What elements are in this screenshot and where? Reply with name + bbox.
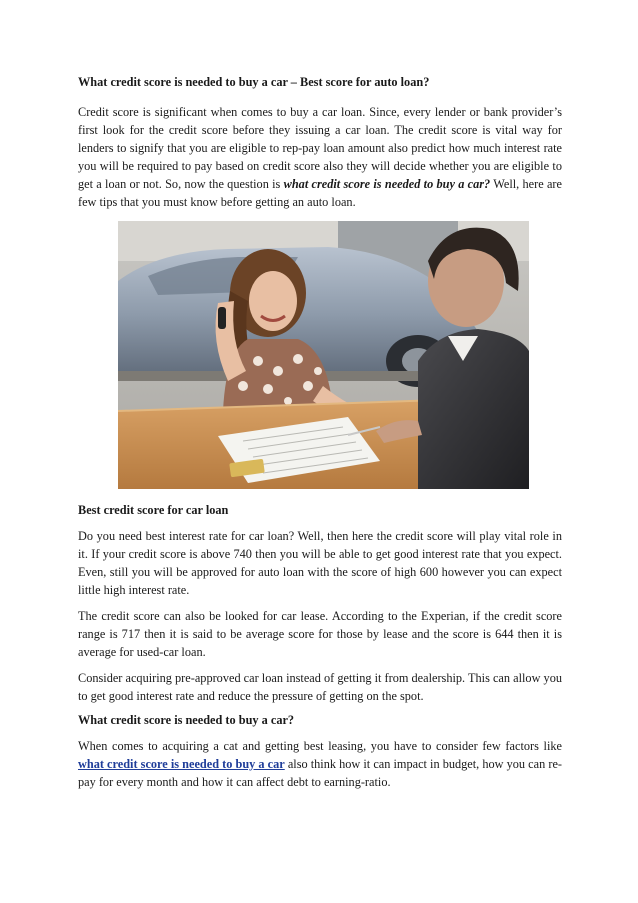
section1-paragraph-3: Consider acquiring pre-approved car loan instead of getting it from dealership. This can allow you to get good interest rate and reduce the pressure of getting on the spot. <box>78 671 562 703</box>
intro-emphasis: what credit score is needed to buy a car? <box>283 177 491 191</box>
car-dealership-photo <box>118 221 529 489</box>
article-title: What credit score is needed to buy a car – Best score for auto loan? <box>78 75 430 89</box>
intro-text-before: Credit score is significant when comes to buy a car loan. Since, every lender or bank provider’s first look for the credit score before they issuing a car loan. The credit score is vital way for lenders to signify that you are eligible to rep-pay loan amount also predict how much interest rate you will be required to pay based on credit score also they will decide whether you are eligible to get a loan or not. So, now the question is <box>78 105 562 191</box>
section-heading-best-score: Best credit score for car loan <box>78 503 229 517</box>
article-body <box>78 73 562 791</box>
intro-text-after: Well, here are few tips that you must know before getting an auto loan. <box>78 177 562 209</box>
section2-paragraph <box>78 737 562 791</box>
intro-paragraph <box>78 103 562 211</box>
credit-score-article-link[interactable]: what credit score is needed to buy a car <box>78 757 285 771</box>
section2-text-after: also think how it can impact in budget, how you can re-pay for every month and how it can affect debt to earning-ratio. <box>78 757 562 789</box>
section1-paragraph-1: Do you need best interest rate for car loan? Well, then here the credit score will play vital role in it. If your credit score is above 740 then you will be able to get good interest rate that you expect. Even, still you will be approved for auto loan with the score of high 600 however you can expect little high interest rate. <box>78 529 562 597</box>
section1-paragraph-2: The credit score can also be looked for car lease. According to the Experian, if the credit score range is 717 then it is said to be average score for those by lease and the score is 644 then it is average for used-car loan. <box>78 609 562 659</box>
section2-text-before: When comes to acquiring a cat and getting best leasing, you have to consider few factors like <box>78 739 562 753</box>
section-heading-needed-score: What credit score is needed to buy a car? <box>78 713 295 727</box>
